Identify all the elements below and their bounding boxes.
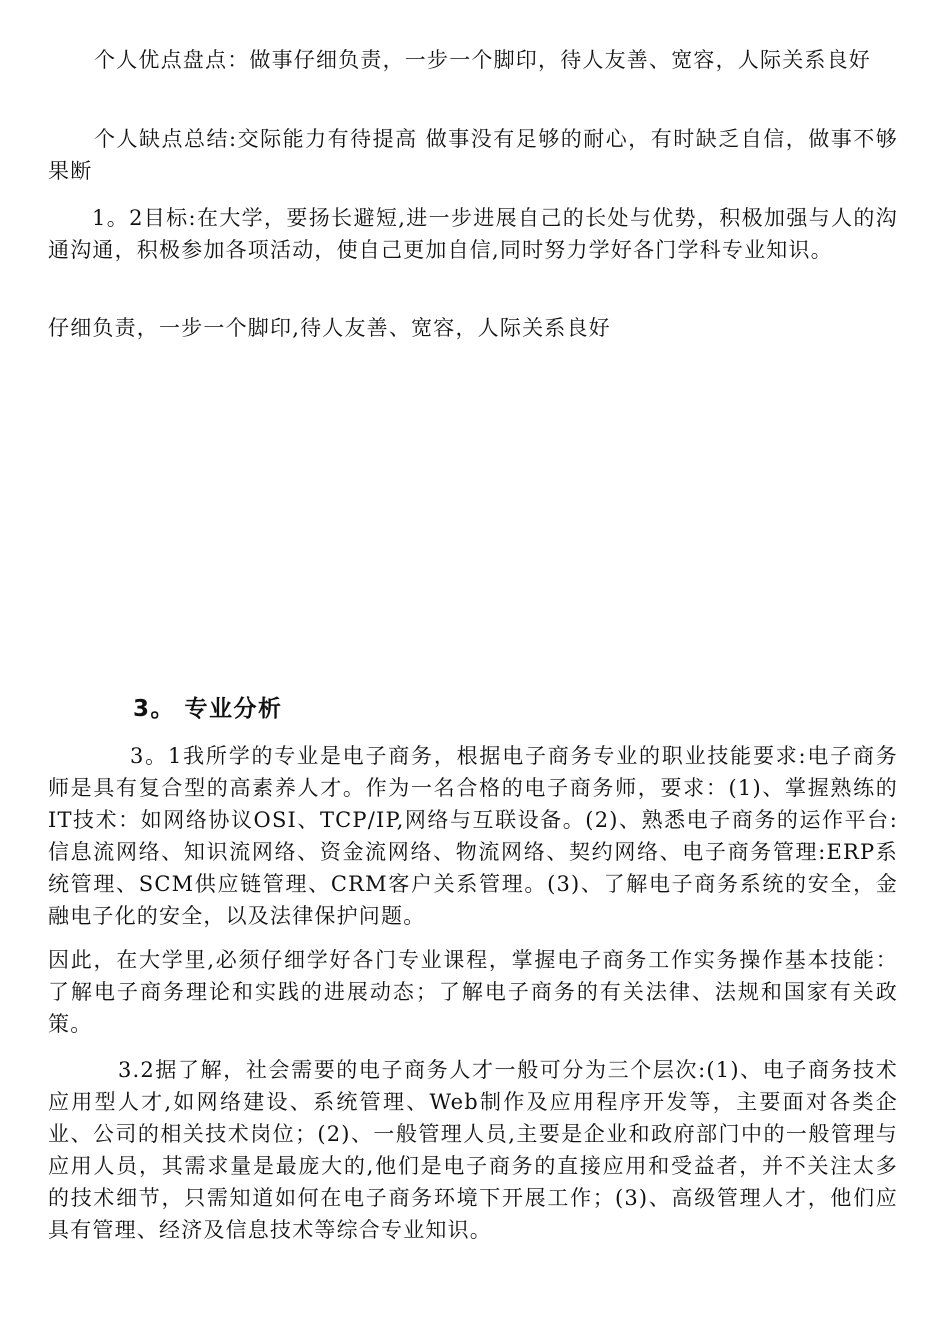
goal-paragraph: 1。2目标:在大学，要扬长避短,进一步进展自己的长处与优势，积极加强与人的沟通沟通，积极参加各项活动，使自己更加自信,同时努力学好各门学科专业知识。 <box>48 206 898 262</box>
conclusion-paragraph: 因此，在大学里,必须仔细学好各门专业课程，掌握电子商务工作实务操作基本技能：了解电子商务理论和实践的进展动态；了解电子商务的有关法律、法规和国家有关政策。 <box>48 948 898 1036</box>
section-heading: 3。 专业分析 <box>133 696 283 722</box>
weaknesses-paragraph: 个人缺点总结:交际能力有待提高 做事没有足够的耐心，有时缺乏自信，做事不够果断 <box>48 127 898 183</box>
strengths-paragraph: 个人优点盘点：做事仔细负责，一步一个脚印，待人友善、宽容，人际关系良好 <box>94 48 871 72</box>
repeat-paragraph: 仔细负责，一步一个脚印,待人友善、宽容，人际关系良好 <box>48 316 611 340</box>
talent-levels-paragraph: 3.2据了解，社会需要的电子商务人才一般可分为三个层次:(1)、电子商务技术应用型人才,如网络建设、系统管理、Web制作及应用程序开发等，主要面对各类企业、公司的相关技术岗位；(2)、一般管理人员,主要是企业和政府部门中的一般管理与应用人员，其需求量是最庞大的,他们是电子商务的直接应用和受益者，并不关注太多的技术细节，只需知道如何在电子商务环境下开展工作；(3)、高级管理人才，他们应具有管理、经济及信息技术等综合专业知识。 <box>48 1058 898 1242</box>
major-analysis-paragraph: 3。1我所学的专业是电子商务，根据电子商务专业的职业技能要求:电子商务师是具有复合型的高素养人才。作为一名合格的电子商务师，要求：(1)、掌握熟练的IT技术：如网络协议OSI、TCP/IP,网络与互联设备。(2)、熟悉电子商务的运作平台:信息流网络、知识流网络、资金流网络、物流网络、契约网络、电子商务管理:ERP系统管理、SCM供应链管理、CRM客户关系管理。(3)、了解电子商务系统的安全，金融电子化的安全，以及法律保护问题。 <box>48 744 898 928</box>
